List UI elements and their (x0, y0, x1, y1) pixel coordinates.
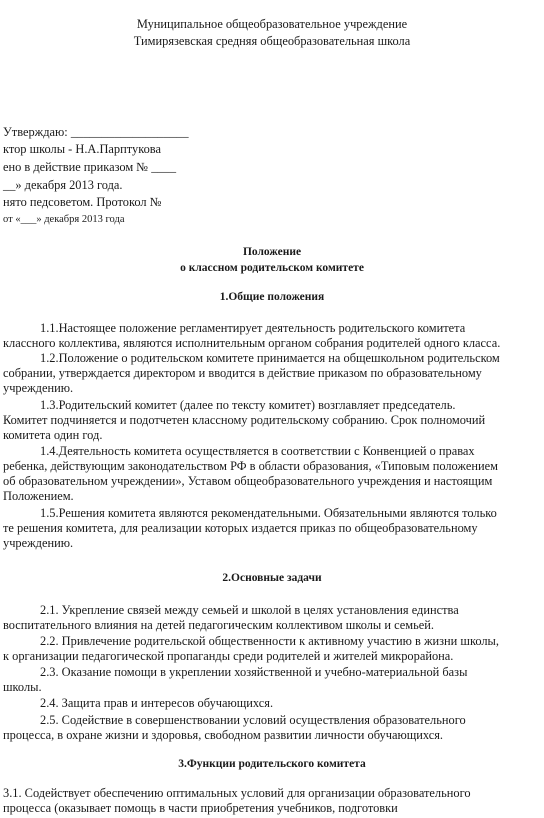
paragraph-line: 3.1. Содействует обеспечению оптимальных условий для организации образовательного (3, 786, 471, 800)
paragraph-line: 1.1.Настоящее положение регламентирует деятельность родительского комитета (40, 321, 466, 335)
paragraph-line: Комитет подчиняется и подотчетен классному родительскому собранию. Срок полномочий (3, 413, 486, 427)
paragraph-line: 2.5. Содействие в совершенствовании условий осуществления образовательного (40, 713, 466, 727)
approve-line: Утверждаю: ___________________ (3, 125, 189, 139)
org-name-line2: Тимирязевская средняя общеобразовательная школа (133, 34, 411, 48)
paragraph-line: 1.5.Решения комитета являются рекомендательными. Обязательными являются только (40, 506, 497, 520)
doc-title: Положение (242, 246, 302, 258)
section-heading-1: 1.Общие положения (219, 291, 325, 303)
date-line: __» декабря 2013 года. (3, 178, 123, 192)
paragraph-line: Положением. (3, 489, 74, 503)
paragraph-line: 2.1. Укрепление связей между семьей и школой в целях установления единства (40, 603, 459, 617)
paragraph-line: процесса (оказывает помощь в части приобретения учебников, подготовки (3, 801, 398, 815)
paragraph-line: школы. (3, 680, 42, 694)
protocol-date-line: от «___» декабря 2013 года (3, 214, 125, 225)
paragraph-line: 1.4.Деятельность комитета осуществляется в соответствии с Конвенцией о правах (40, 444, 475, 458)
director-line: ктор школы - Н.А.Парптукова (3, 142, 161, 156)
paragraph-line: ребенка, действующим законодательством РФ в области образования, «Типовым положением (3, 459, 498, 473)
paragraph-line: комитета один год. (3, 428, 103, 442)
section-heading-2: 2.Основные задачи (222, 572, 322, 584)
paragraph-line: 2.3. Оказание помощи в укреплении хозяйственной и учебно-материальной базы (40, 665, 468, 679)
paragraph-line: к организации педагогической пропаганды среди родителей и жителей микрорайона. (3, 649, 454, 663)
paragraph-line: об образовательном учреждении», Уставом общеобразовательного учреждения и настоящим (3, 474, 493, 488)
section-heading-3: 3.Функции родительского комитета (178, 758, 366, 770)
paragraph-line: классного коллектива, являются исполнительным органом собрания родителей одного класса. (3, 336, 501, 350)
council-line: нято педсоветом. Протокол № (3, 195, 162, 209)
paragraph-line: учреждению. (3, 381, 74, 395)
paragraph-line: процесса, в охране жизни и здоровья, свободном развитии личности обучающихся. (3, 728, 444, 742)
paragraph-line: 1.2.Положение о родительском комитете принимается на общешкольном родительском (40, 351, 500, 365)
paragraph-line: воспитательного влияния на детей педагогическим коллективом школы и семьей. (3, 618, 434, 632)
paragraph-line: 1.3.Родительский комитет (далее по тексту комитет) возглавляет председатель. (40, 398, 456, 412)
org-name-line1: Муниципальное общеобразовательное учреждение (136, 17, 408, 31)
paragraph-line: 2.2. Привлечение родительской общественности к активному участию в жизни школы, (40, 634, 499, 648)
paragraph-line: собрании, утверждается директором и вводится в действие приказом по образовательному (3, 366, 482, 380)
doc-subtitle: о классном родительском комитете (180, 262, 364, 274)
paragraph-line: 2.4. Защита прав и интересов обучающихся. (40, 696, 274, 710)
paragraph-line: те решения комитета, для реализации которых издается приказ по общеобразовательному (3, 521, 478, 535)
enacted-line: ено в действие приказом № ____ (3, 160, 177, 174)
paragraph-line: учреждению. (3, 536, 74, 550)
